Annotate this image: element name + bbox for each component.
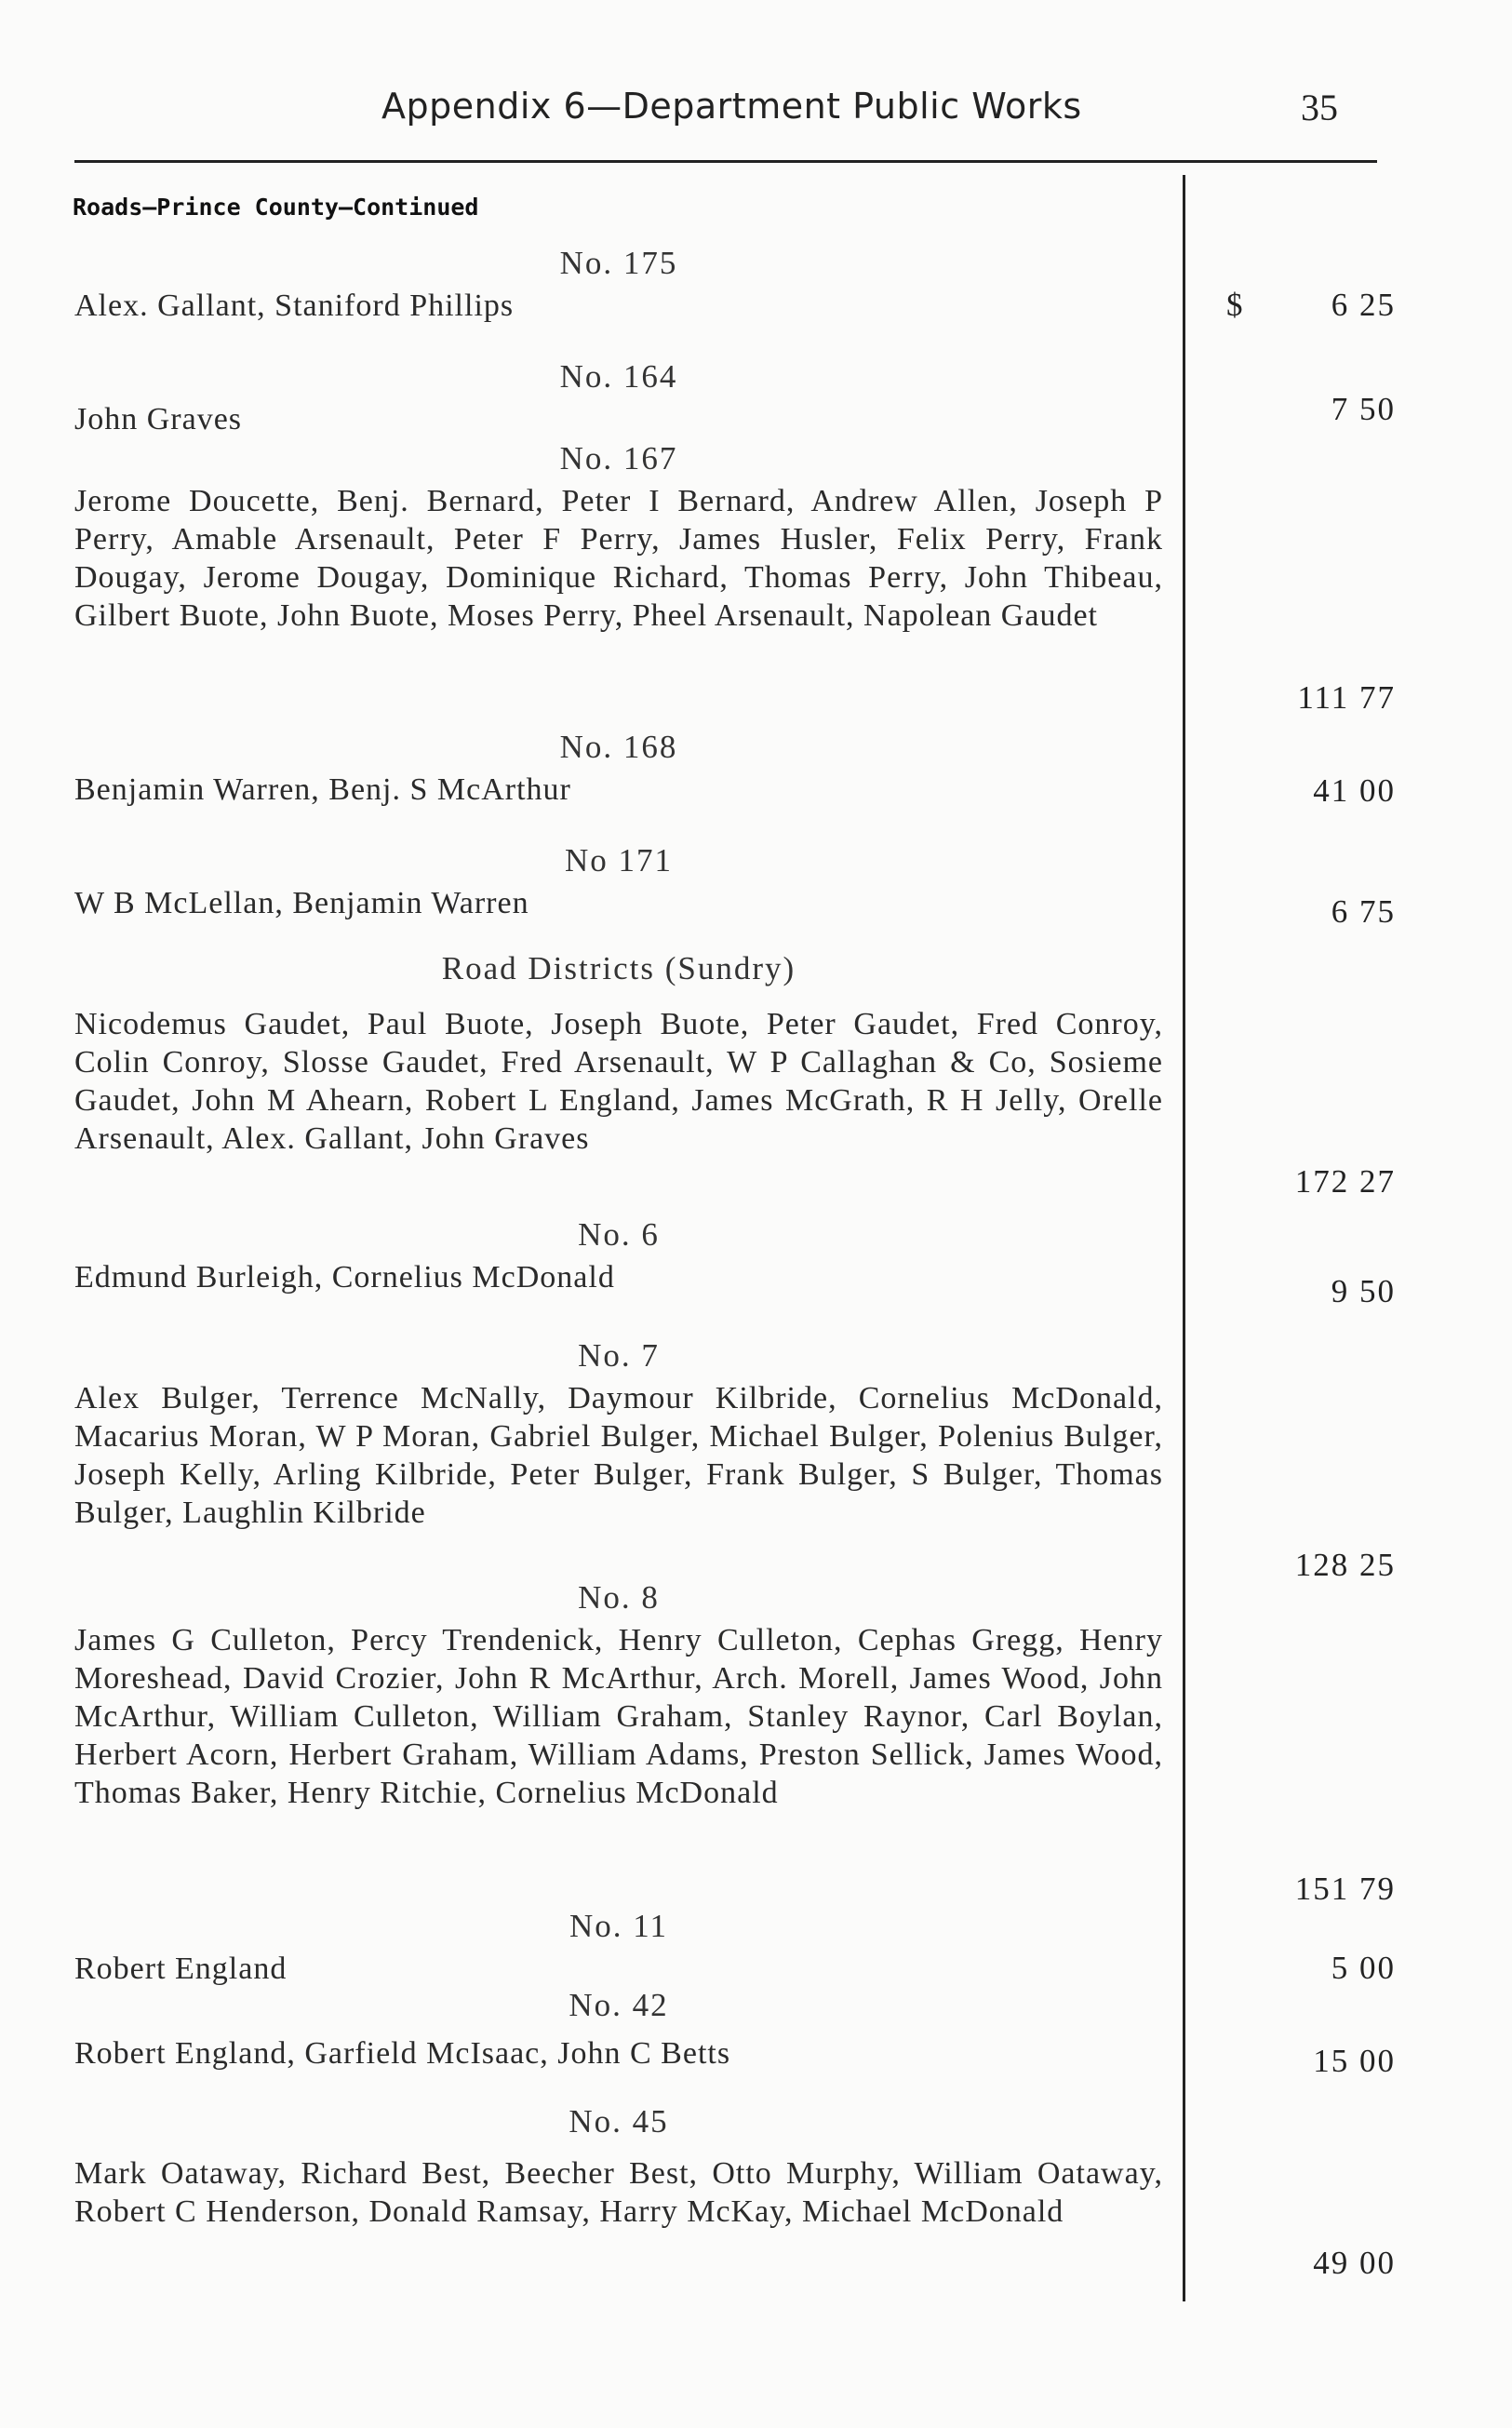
page-number: 35 xyxy=(1301,87,1338,128)
entry-sundry xyxy=(74,946,1163,1158)
entry-names: W B McLellan, Benjamin Warren xyxy=(74,886,529,920)
entry-names: Benjamin Warren, Benj. S McArthur xyxy=(74,772,571,807)
entry-no-171 xyxy=(74,838,1163,922)
district-heading: No. 167 xyxy=(559,440,678,476)
entry-no-167 xyxy=(74,436,1163,635)
entry-no-168 xyxy=(74,724,1163,809)
entry-no-11 xyxy=(74,1903,1163,1988)
entry-no-8 xyxy=(74,1575,1163,1812)
district-heading: No. 164 xyxy=(559,358,678,395)
district-heading: No. 42 xyxy=(569,1987,669,2023)
amount-column-rule xyxy=(1183,175,1185,2301)
entry-amount: 6 75 xyxy=(1331,893,1396,930)
district-heading: No. 8 xyxy=(578,1579,660,1616)
entry-names: Alex. Gallant, Staniford Phillips xyxy=(74,288,515,323)
district-heading: No. 175 xyxy=(559,245,678,281)
page-title: Appendix 6—Department Public Works xyxy=(381,86,1082,127)
header-rule xyxy=(74,160,1377,163)
entry-amount: 111 77 xyxy=(1297,679,1396,716)
district-heading: No 171 xyxy=(564,842,674,879)
entry-amount: 9 50 xyxy=(1331,1273,1396,1309)
entry-amount: 49 00 xyxy=(1313,2245,1396,2281)
entry-amount: 172 27 xyxy=(1294,1163,1396,1200)
entry-amount: 7 50 xyxy=(1331,391,1396,427)
district-heading: Road Districts (Sundry) xyxy=(441,950,796,986)
entry-names: Mark Oataway, Richard Best, Beecher Best, Otto Murphy, William Oataway, Robert C Henderson, Donald Ramsay, Harry McKay, Michael McDonald xyxy=(74,2156,1163,2229)
entry-no-45 xyxy=(74,2099,1163,2231)
entry-names: Alex Bulger, Terrence McNally, Daymour Kilbride, Cornelius McDonald, Macarius Moran, W P Moran, Gabriel Bulger, Michael Bulger, Polenius Bulger, Joseph Kelly, Arling Kilbride, Peter Bulger, Frank Bulger, S Bulger, Thomas Bulger, Laughlin Kilbride xyxy=(74,1381,1163,1530)
entry-amount: 5 00 xyxy=(1331,1950,1396,1986)
entry-no-42 xyxy=(74,1982,1163,2073)
entry-no-175 xyxy=(74,240,1163,325)
entry-amount: 128 25 xyxy=(1294,1547,1396,1583)
entry-names: Robert England, Garfield McIsaac, John C Betts xyxy=(74,2036,731,2071)
entry-amount: 151 79 xyxy=(1294,1871,1396,1907)
entry-amount: 15 00 xyxy=(1313,2043,1396,2079)
entry-no-6 xyxy=(74,1212,1163,1296)
page-header xyxy=(0,86,1512,141)
entry-names: James G Culleton, Percy Trendenick, Henry Culleton, Cephas Gregg, Henry Moreshead, David Crozier, John R McArthur, Arch. Morell, James Wood, John McArthur, William Culleton, William Graham, Stanley Raynor, Carl Boylan, Herbert Acorn, Herbert Graham, William Adams, Preston Sellick, James Wood, Thomas Baker, Henry Ritchie, Cornelius McDonald xyxy=(74,1623,1163,1810)
entry-amount: 41 00 xyxy=(1313,772,1396,809)
district-heading: No. 6 xyxy=(578,1216,660,1253)
district-heading: No. 168 xyxy=(559,729,678,765)
district-heading: No. 45 xyxy=(569,2103,669,2140)
entry-names: Jerome Doucette, Benj. Bernard, Peter I Bernard, Andrew Allen, Joseph P Perry, Amable Arsenault, Peter F Perry, James Husler, Felix Perry, Frank Dougay, Jerome Dougay, Dominique Richard, Thomas Perry, John Thibeau, Gilbert Buote, John Buote, Moses Perry, Pheel Arsenault, Napolean Gaudet xyxy=(74,484,1163,633)
entry-no-164 xyxy=(74,354,1163,438)
entry-names: Nicodemus Gaudet, Paul Buote, Joseph Buote, Peter Gaudet, Fred Conroy, Colin Conroy, Slosse Gaudet, Fred Arsenault, W P Callaghan & Co, Sosieme Gaudet, John M Ahearn, Robert L England, James McGrath, R H Jelly, Orelle Arsenault, Alex. Gallant, John Graves xyxy=(74,1007,1163,1156)
section-heading: Roads—Prince County—Continued xyxy=(73,194,479,221)
entry-no-7 xyxy=(74,1333,1163,1532)
dollar-sign: $ xyxy=(1226,287,1243,323)
entry-names: Edmund Burleigh, Cornelius McDonald xyxy=(74,1260,615,1294)
entry-amount: 6 25 xyxy=(1331,287,1396,323)
entry-names: Robert England xyxy=(74,1952,288,1986)
district-heading: No. 7 xyxy=(578,1337,660,1374)
entry-names: John Graves xyxy=(74,402,243,436)
district-heading: No. 11 xyxy=(569,1908,668,1944)
